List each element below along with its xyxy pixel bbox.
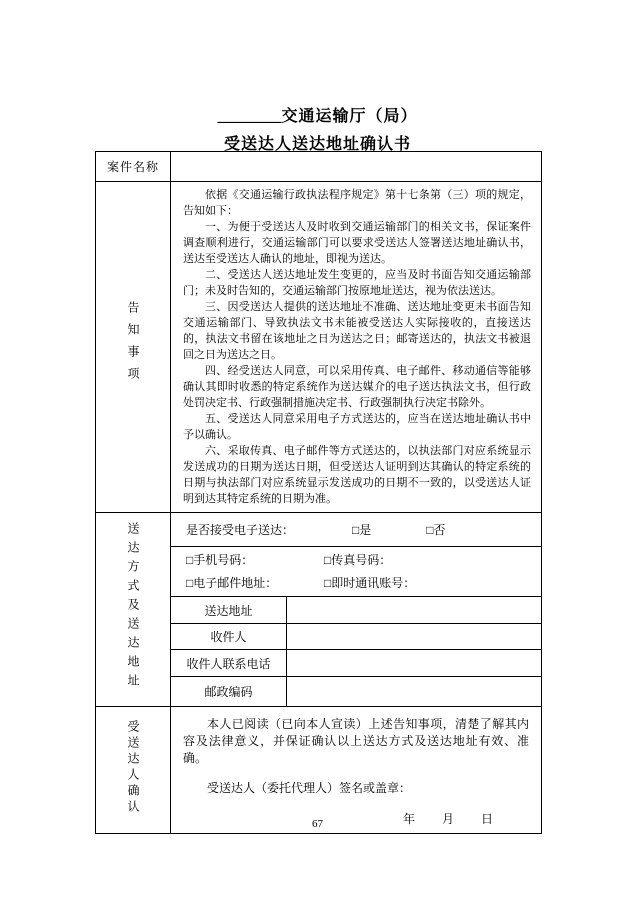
confirmation-row bbox=[96, 707, 542, 834]
notice-item-1: 一、为便于受送达人及时收到交通运输部门的相关文书，保证案件调查顺利进行，交通运输部门可以要求受送达人签署送达地址确认书，送达至受送达人确认的地址，即视为送达。 bbox=[183, 221, 531, 265]
notice-item-5: 五、受送达人同意采用电子方式送达的，应当在送达地址确认书中予以确认。 bbox=[183, 413, 531, 441]
title-line-department bbox=[0, 103, 635, 126]
title-document-name: 受送达人送达地址确认书 bbox=[223, 136, 411, 153]
mobile-number-checkbox: □手机号码： bbox=[186, 552, 254, 567]
notice-intro: 依据《交通运输行政执法程序规定》第十七条第（三）项的规定，告知如下： bbox=[183, 189, 531, 217]
notice-item-3: 三、因受送达人提供的送达地址不准确、送达地址变更未书面告知交通运输部门、导致执法文书未能被受送达人实际接收的，直接送达的，执法文书留在该地址之日为送达之日；邮寄送达的，执法文书被退回之日为送达之日。 bbox=[183, 301, 531, 361]
delivery-label-cell bbox=[96, 513, 171, 707]
case-name-label-cell bbox=[96, 152, 171, 182]
notice-label-cell bbox=[96, 182, 171, 513]
recipient-phone-label: 收件人联系电话 bbox=[171, 650, 287, 677]
notice-row bbox=[96, 182, 542, 513]
postal-code-value-cell bbox=[287, 677, 542, 707]
date-line: 年 月 日 bbox=[402, 812, 494, 826]
title-department-name: 交通运输厅（局） bbox=[281, 108, 418, 125]
postal-code-label: 邮政编码 bbox=[171, 677, 287, 707]
address-value-cell bbox=[287, 597, 542, 624]
recipient-value-cell bbox=[287, 624, 542, 650]
signature-label: 受送达人（委托代理人）签名或盖章： bbox=[207, 781, 412, 795]
electronic-yes-checkbox: □是 bbox=[352, 523, 372, 537]
electronic-delivery-row bbox=[96, 513, 542, 547]
recipient-phone-value-cell bbox=[287, 650, 542, 677]
confirmation-label: 受送达人确认 bbox=[126, 720, 140, 816]
contact-line-2 bbox=[186, 572, 541, 595]
notice-content-cell bbox=[171, 182, 542, 513]
confirmation-statement: 本人已阅读（已向本人宣读）上述告知事项，清楚了解其内容及法律意义，并保证确认以上送达方式及送达地址有效、准确。 bbox=[183, 717, 529, 765]
case-name-value-cell bbox=[171, 152, 542, 182]
im-account-checkbox: □即时通讯账号： bbox=[324, 575, 416, 590]
confirmation-form-table bbox=[95, 151, 542, 834]
notice-item-6: 六、采取传真、电子邮件等方式送达的，以执法部门对应系统显示发送成功的日期为送达日期，但受送达人证明到达其确认的特定系统的日期与执法部门对应系统显示发送成功的日期不一致的，以受送达人证明到达其特定系统的日期为准。 bbox=[183, 445, 531, 505]
electronic-delivery-cell bbox=[171, 513, 542, 547]
fax-number-checkbox: □传真号码： bbox=[324, 552, 392, 567]
contact-line-1 bbox=[186, 549, 541, 572]
address-label: 送达地址 bbox=[171, 597, 287, 624]
notice-item-2: 二、受送达人送达地址发生变更的，应当及时书面告知交通运输部门；未及时告知的，交通运输部门按原地址送达，视为依法送达。 bbox=[183, 269, 531, 297]
department-blank: ________ bbox=[217, 108, 282, 125]
notice-item-4: 四、经受送达人同意，可以采用传真、电子邮件、移动通信等能够确认其即时收悉的特定系统作为送达媒介的电子送达执法文书，但行政处罚决定书、行政强制措施决定书、行政强制执行决定书除外。 bbox=[183, 365, 531, 409]
case-name-row bbox=[96, 152, 542, 182]
recipient-label: 收件人 bbox=[171, 624, 287, 650]
confirmation-label-cell bbox=[96, 707, 171, 834]
electronic-no-checkbox: □否 bbox=[426, 523, 446, 537]
page-number: 67 bbox=[312, 818, 323, 830]
email-address-checkbox: □电子邮件地址： bbox=[186, 575, 278, 590]
document-title bbox=[0, 103, 635, 154]
contact-methods-cell bbox=[171, 547, 542, 597]
delivery-label: 送达方式及送达地址 bbox=[126, 522, 140, 693]
electronic-delivery-question: 是否接受电子送达： bbox=[186, 523, 295, 537]
case-name-label: 案件名称 bbox=[106, 160, 159, 174]
notice-label: 告知事项 bbox=[126, 301, 140, 389]
confirmation-content-cell bbox=[171, 707, 542, 834]
